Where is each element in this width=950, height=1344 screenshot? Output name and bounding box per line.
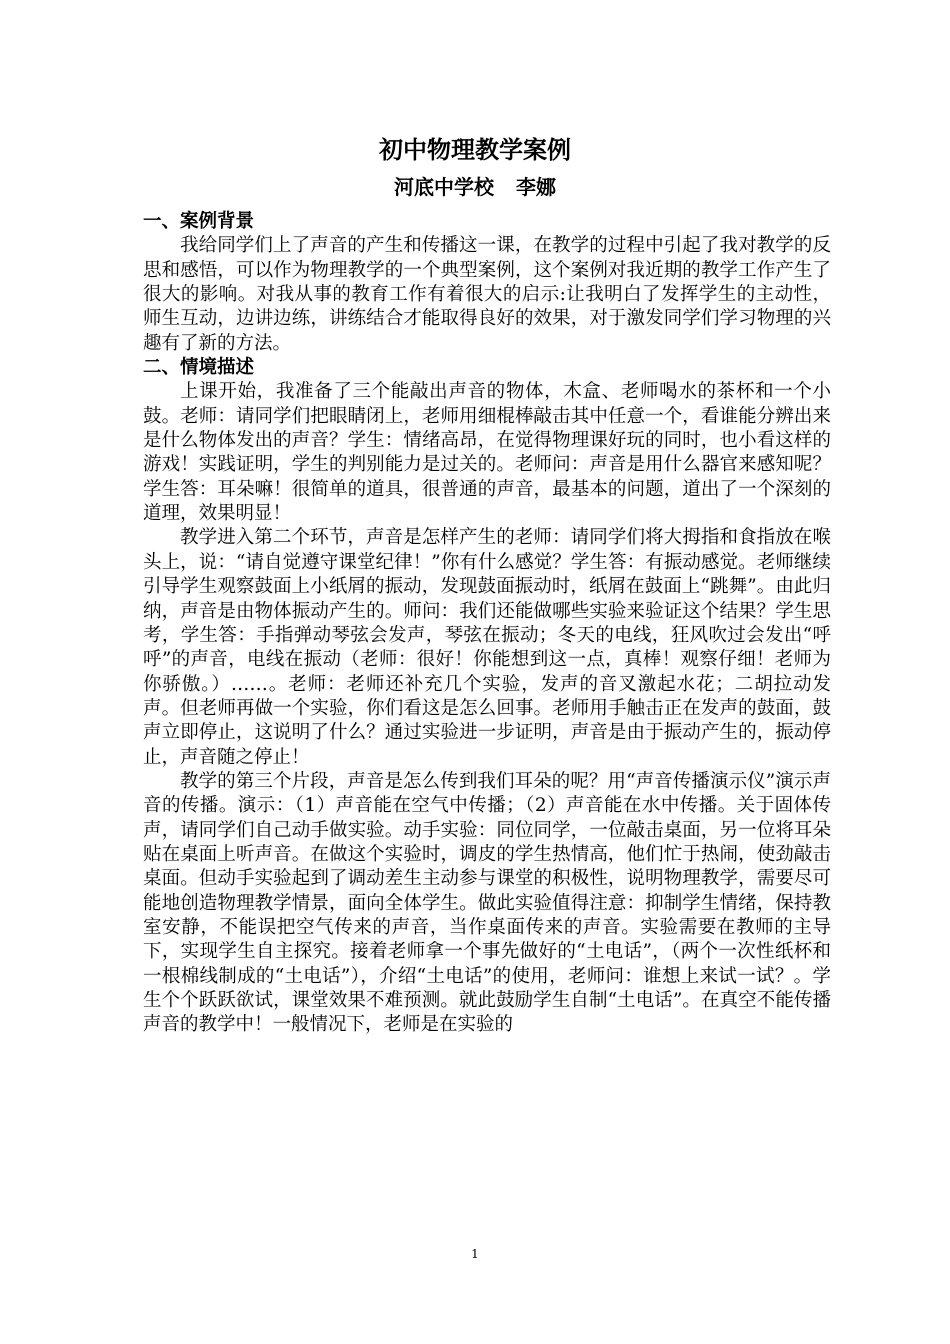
author-school: 河底中学校 xyxy=(394,175,494,199)
author-name: 李娜 xyxy=(516,175,556,199)
paragraph-background: 我给同学们上了声音的产生和传播这一课，在教学的过程中引起了我对教学的反思和感悟，可以作为物理教学的一个典型案例，这个案例对我近期的教学工作产生了很大的影响。对我从事的教育工作有着很大的启示:让我明白了发挥学生的主动性，师生互动，边讲边练，讲练结合才能取得良好的效果，对于激发同学们学习物理的兴趣有了新的方法。 xyxy=(143,235,831,354)
document-title: 初中物理教学案例 xyxy=(379,135,571,164)
document-body xyxy=(143,210,831,1038)
section-heading-scenario: 二、情境描述 xyxy=(143,357,255,379)
paragraph-scenario-3: 教学的第三个片段，声音是怎么传到我们耳朵的呢？用“声音传播演示仪”演示声音的传播。演示：（1）声音能在空气中传播；（2）声音能在水中传播。关于固体传声，请同学们自己动手做实验。动手实验：同位同学，一位敲击桌面，另一位将耳朵贴在桌面上听声音。在做这个实验时，调皮的学生热情高，他们忙于热闹，使劲敲击桌面。但动手实验起到了调动差生主动参与课堂的积极性，说明物理教学，需要尽可能地创造物理教学情景，面向全体学生。做此实验值得注意：抑制学生情绪，保持教室安静，不能误把空气传来的声音，当作桌面传来的声音。实验需要在教师的主导下，实现学生自主探究。接着老师拿一个事先做好的“土电话”，（两个一次性纸杯和一根棉线制成的“土电话”），介绍“土电话”的使用，老师问：谁想上来试一试？。学生个个跃跃欲试，课堂效果不难预测。就此鼓励学生自制“土电话”。在真空不能传播声音的教学中！一般情况下，老师是在实验的 xyxy=(143,770,831,1036)
author-line xyxy=(0,173,950,201)
section-heading-background: 一、案例背景 xyxy=(143,211,255,232)
paragraph-scenario-1: 上课开始，我准备了三个能敲出声音的物体，木盒、老师喝水的茶杯和一个小鼓。老师：请同学们把眼睛闭上，老师用细棍棒敲击其中任意一个，看谁能分辨出来是什么物体发出的声音？学生：情绪高昂，在觉得物理课好玩的同时，也小看这样的游戏！实践证明，学生的判别能力是过关的。老师问：声音是用什么器官来感知呢？学生答：耳朵嘛！很简单的道具，很普通的声音，最基本的问题，道出了一个深刻的道理，效果明显！ xyxy=(143,381,831,525)
page-number: 1 xyxy=(471,1247,479,1261)
paragraph-scenario-2: 教学进入第二个环节，声音是怎样产生的老师：请同学们将大拇指和食指放在喉头上，说：“请自觉遵守课堂纪律！”你有什么感觉？学生答：有振动感觉。老师继续引导学生观察鼓面上小纸屑的振动，发现鼓面振动时，纸屑在鼓面上“跳舞”。由此归纳，声音是由物体振动产生的。师问：我们还能做哪些实验来验证这个结果？学生思考，学生答：手指弹动琴弦会发声，琴弦在振动；冬天的电线，狂风吹过会发出“呼呼”的声音，电线在振动（老师：很好！你能想到这一点，真棒！观察仔细！老师为你骄傲。）……。老师：老师还补充几个实验，发声的音叉激起水花；二胡拉动发声。但老师再做一个实验，你们看这是怎么回事。老师用手触击正在发声的鼓面，鼓声立即停止，这说明了什么？通过实验进一步证明，声音是由于振动产生的，振动停止，声音随之停止！ xyxy=(143,527,831,768)
